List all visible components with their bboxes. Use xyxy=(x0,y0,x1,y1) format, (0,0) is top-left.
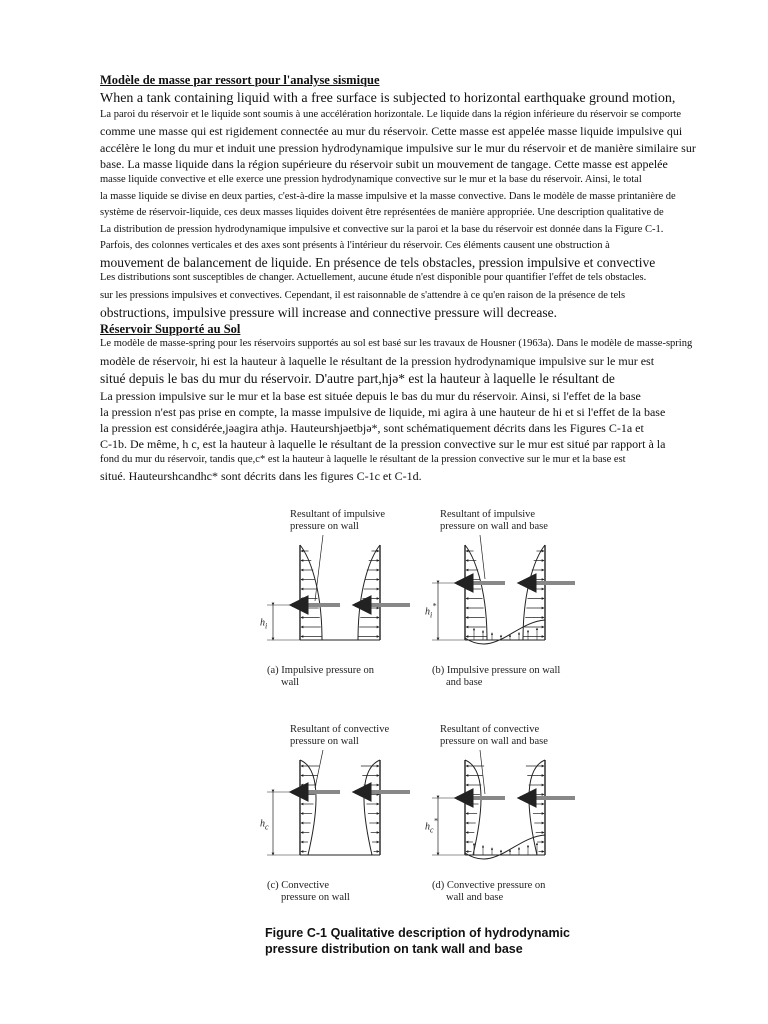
panel-title-line: Resultant of convective xyxy=(290,724,390,735)
figure-caption: Figure C-1 Qualitative description of hydrodynamic pressure distribution on tank wall and base xyxy=(265,926,570,956)
panel-title-line: pressure on wall and base xyxy=(440,521,548,532)
text-line: obstructions, impulsive pressure will increase and connective pressure will decrease. xyxy=(100,305,557,320)
text-line: Parfois, des colonnes verticales et des axes sont présents à l'intérieur du réservoir. Ces éléments causent une obstruction à xyxy=(100,240,610,251)
text-line: fond du mur du réservoir, tandis que,c* est la hauteur à laquelle le résultant de la pression convective sur le mur et la base est xyxy=(100,454,626,465)
panel-caption-line: wall and base xyxy=(446,892,504,903)
text-line: sur les pressions impulsives et convectives. Cependant, il est raisonnable de s'attendre à ce qu'en raison de la présence de tels xyxy=(100,290,626,301)
label-pointer xyxy=(480,535,485,579)
text-line: When a tank containing liquid with a free surface is subjected to horizontal earthquake ground motion, xyxy=(100,91,676,106)
text-line: La paroi du réservoir et le liquide sont soumis à une accélération horizontale. Le liquide dans la région inférieure du réservoir se comporte xyxy=(100,109,682,120)
text-line: masse liquide convective et elle exerce une pression hydrodynamique convective sur le mur et la base du réservoir. Ainsi, le total xyxy=(100,174,642,185)
panel-caption-line: (a) Impulsive pressure on xyxy=(267,665,375,676)
label-pointer xyxy=(315,535,323,601)
figure-panel-b xyxy=(425,509,575,688)
text-line: situé. Hauteurshcandhc* sont décrits dans les figures C-1c et C-1d. xyxy=(100,469,422,483)
text-line: accélère le long du mur et induit une pression hydrodynamique impulsive sur le mur du réservoir et de manière similaire sur xyxy=(100,141,696,155)
pressure-curve-left xyxy=(300,545,322,640)
pressure-curve-left xyxy=(465,760,481,855)
panel-caption-line: (d) Convective pressure on xyxy=(432,880,546,891)
text-line: la masse liquide se divise en deux parties, c'est-à-dire la masse impulsive et la masse convective. Dans le modèle de masse printanière de xyxy=(100,191,676,202)
text-line: la pression est considérée,jəagira athjə. Hauteurshjəetbjə*, sont schématiquement décrits dans les Figures C-1a et xyxy=(100,421,644,435)
text-line: La distribution de pression hydrodynamique impulsive et convective sur la paroi et la base du réservoir est donnée dans la Figure C-1. xyxy=(100,224,664,235)
figure-panel-d xyxy=(425,724,575,903)
text-line: C-1b. De même, h c, est la hauteur à laquelle le résultant de la pression convective sur le mur est situé par rapport à la xyxy=(100,437,666,451)
text-line: système de réservoir-liquide, ces deux masses liquides doivent être représentées de manière appropriée. Une description qualitative de xyxy=(100,207,664,218)
height-label: $h_i^*$ xyxy=(425,601,437,620)
text-line: Le modèle de masse-spring pour les réservoirs supportés au sol est basé sur les travaux de Housner (1963a). Dans le modèle de masse-spring xyxy=(100,338,693,349)
figure-panel-c xyxy=(260,724,410,903)
text-line: modèle de réservoir, hi est la hauteur à laquelle le résultant de la pression hydrodynamique impulsive sur le mur est xyxy=(100,354,655,368)
figure-panel-a xyxy=(260,509,410,688)
panel-caption-line: (c) Convective xyxy=(267,880,330,891)
height-label: $h_i$ xyxy=(260,617,268,631)
panel-title-line: pressure on wall xyxy=(290,736,359,747)
panel-title-line: Resultant of convective xyxy=(440,724,540,735)
text-line: situé depuis le bas du mur du réservoir. D'autre part,hjə* est la hauteur à laquelle le résultant de xyxy=(100,371,615,386)
text-line: base. La masse liquide dans la région supérieure du réservoir subit un mouvement de tangage. Cette masse est appelée xyxy=(100,157,668,171)
panel-title-line: pressure on wall and base xyxy=(440,736,548,747)
pressure-curve-left xyxy=(300,760,316,855)
section-heading-ground-supported: Réservoir Supporté au Sol xyxy=(100,322,241,336)
section-heading-spring-mass: Modèle de masse par ressort pour l'analyse sismique xyxy=(100,73,380,87)
panel-caption-line: and base xyxy=(446,677,483,688)
pressure-curve-left xyxy=(465,545,487,640)
panel-title-line: Resultant of impulsive xyxy=(440,509,536,520)
height-label: $h_c^*$ xyxy=(425,816,438,835)
pressure-curve-right xyxy=(358,545,380,640)
text-line: Les distributions sont susceptibles de changer. Actuellement, aucune étude n'est disponible pour quantifier l'effet de tels obstacles. xyxy=(100,272,647,283)
pressure-distribution-diagram xyxy=(255,505,585,975)
text-line: comme une masse qui est rigidement connectée au mur du réservoir. Cette masse est appelée masse liquide impulsive qui xyxy=(100,124,683,138)
pressure-curve-right xyxy=(529,760,545,855)
pressure-curve-right xyxy=(364,760,380,855)
panel-caption-line: (b) Impulsive pressure on wall xyxy=(432,665,561,676)
text-line: mouvement de balancement de liquide. En présence de tels obstacles, pression impulsive et convective xyxy=(100,255,656,270)
panel-caption-line: wall xyxy=(281,677,300,688)
text-line: la pression n'est pas prise en compte, la masse impulsive de liquide, mi agira à une hauteur de hi et si l'effet de la base xyxy=(100,405,666,419)
panel-title-line: pressure on wall xyxy=(290,521,359,532)
panel-title-line: Resultant of impulsive xyxy=(290,509,386,520)
label-pointer xyxy=(315,750,323,788)
text-line: La pression impulsive sur le mur et la base est située depuis le bas du mur du réservoir. Ainsi, si l'effet de la base xyxy=(100,389,641,403)
height-label: $h_c$ xyxy=(260,818,269,832)
figure-c1 xyxy=(255,505,585,975)
panel-caption-line: pressure on wall xyxy=(281,892,350,903)
